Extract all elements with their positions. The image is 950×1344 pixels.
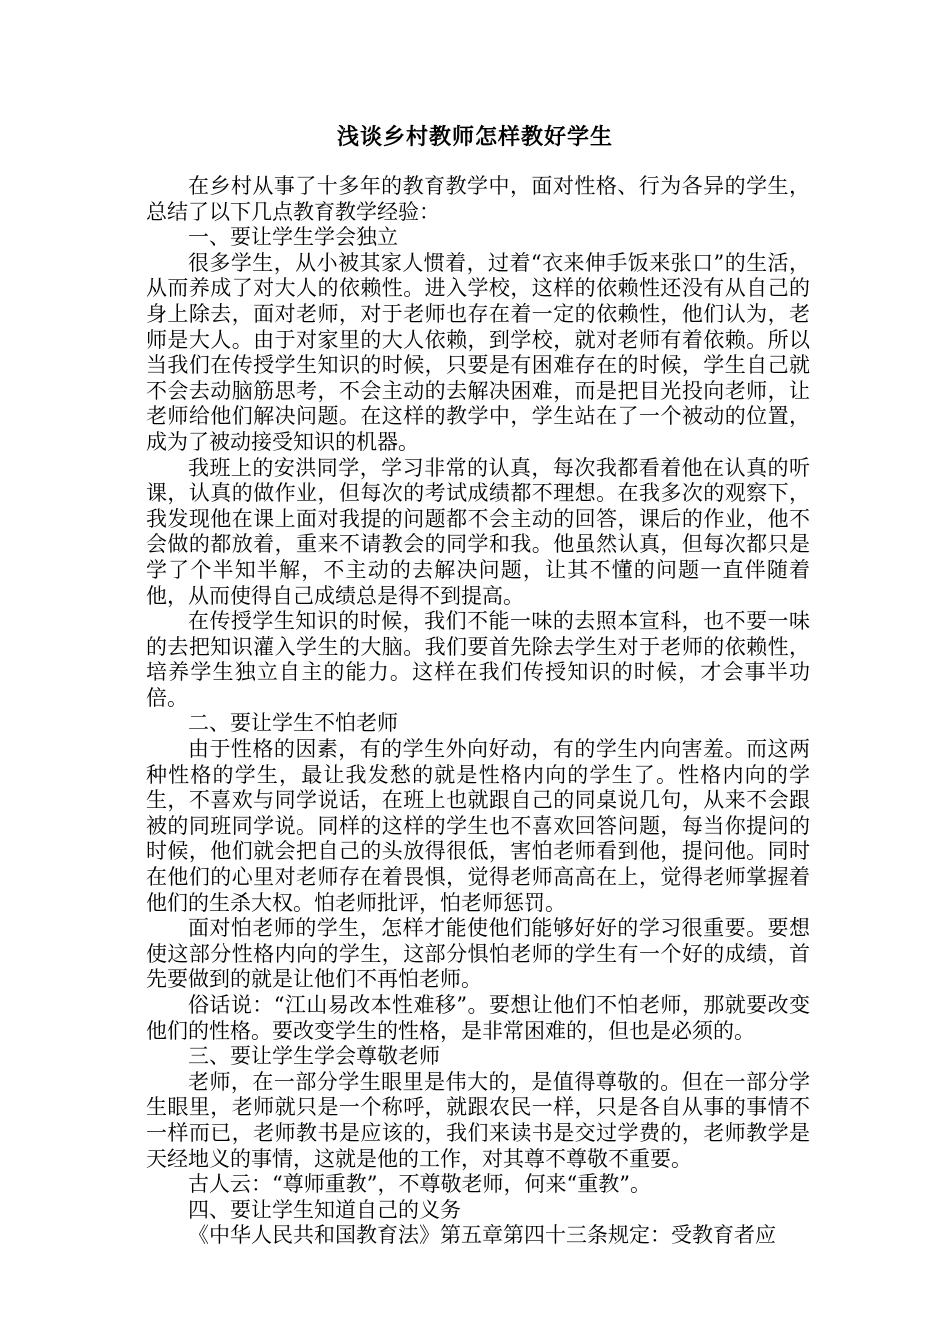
body-paragraph: 俗话说：“江山易改本性难移”。要想让他们不怕老师，那就要改变他们的性格。要改变学生的性格，是非常困难的，但也是必须的。 (146, 993, 810, 1043)
section-heading-1: 一、要让学生学会独立 (188, 225, 398, 250)
document-title: 浅谈乡村教师怎样教好学生 (336, 124, 613, 150)
body-paragraph: 古人云：“尊师重教”，不尊敬老师，何来“重教”。 (188, 1172, 651, 1197)
document-body (146, 174, 810, 1249)
body-paragraph: 面对怕老师的学生，怎样才能使他们能够好好的学习很重要。要想使这部分性格内向的学生，这部分惧怕老师的学生有一个好的成绩，首先要做到的就是让他们不再怕老师。 (146, 916, 810, 992)
section-heading-4: 四、要让学生知道自己的义务 (188, 1197, 461, 1222)
body-paragraph: 我班上的安洪同学，学习非常的认真，每次我都看着他在认真的听课，认真的做作业，但每次的考试成绩都不理想。在我多次的观察下，我发现他在课上面对我提的问题都不会主动的回答，课后的作业，他不会做的都放着，重来不请教会的同学和我。他虽然认真，但每次都只是学了个半知半解，不主动的去解决问题，让其不懂的问题一直伴随着他，从而使得自己成绩总是得不到提高。 (146, 455, 810, 608)
body-paragraph: 在传授学生知识的时候，我们不能一味的去照本宣科，也不要一味的去把知识灌入学生的大脑。我们要首先除去学生对于老师的依赖性，培养学生独立自主的能力。这样在我们传授知识的时候，才会事半功倍。 (146, 609, 810, 710)
body-paragraph: 由于性格的因素，有的学生外向好动，有的学生内向害羞。而这两种性格的学生，最让我发愁的就是性格内向的学生了。性格内向的学生，不喜欢与同学说话，在班上也就跟自己的同桌说几句，从来不会跟被的同班同学说。同样的这样的学生也不喜欢回答问题，每当你提问的时候，他们就会把自己的头放得很低，害怕老师看到他，提问他。同时在他们的心里对老师存在着畏惧，觉得老师高高在上，觉得老师掌握着他们的生杀大权。怕老师批评，怕老师惩罚。 (146, 737, 810, 915)
intro-paragraph: 在乡村从事了十多年的教育教学中，面对性格、行为各异的学生，总结了以下几点教育教学经验： (146, 174, 810, 224)
body-paragraph: 老师，在一部分学生眼里是伟大的，是值得尊敬的。但在一部分学生眼里，老师就只是一个称呼，就跟农民一样，只是各自从事的事情不一样而已，老师教书是应该的，我们来读书是交过学费的，老师教学是天经地义的事情，这就是他的工作，对其尊不尊敬不重要。 (146, 1069, 810, 1171)
section-heading-2: 二、要让学生不怕老师 (188, 711, 398, 736)
section-heading-3: 三、要让学生学会尊敬老师 (188, 1044, 440, 1069)
body-paragraph: 很多学生，从小被其家人惯着，过着“衣来伸手饭来张口”的生活，从而养成了对大人的依赖性。进入学校，这样的依赖性还没有从自己的身上除去，面对老师，对于老师也存在着一定的依赖性，他们认为，老师是大人。由于对家里的大人依赖，到学校，就对老师有着依赖。所以当我们在传授学生知识的时候，只要是有困难存在的时候，学生自己就不会去动脑筋思考，不会主动的去解决困难，而是把目光投向老师，让老师给他们解决问题。在这样的教学中，学生站在了一个被动的位置，成为了被动接受知识的机器。 (146, 250, 810, 454)
body-paragraph: 《中华人民共和国教育法》第五章第四十三条规定：受教育者应 (188, 1223, 776, 1248)
